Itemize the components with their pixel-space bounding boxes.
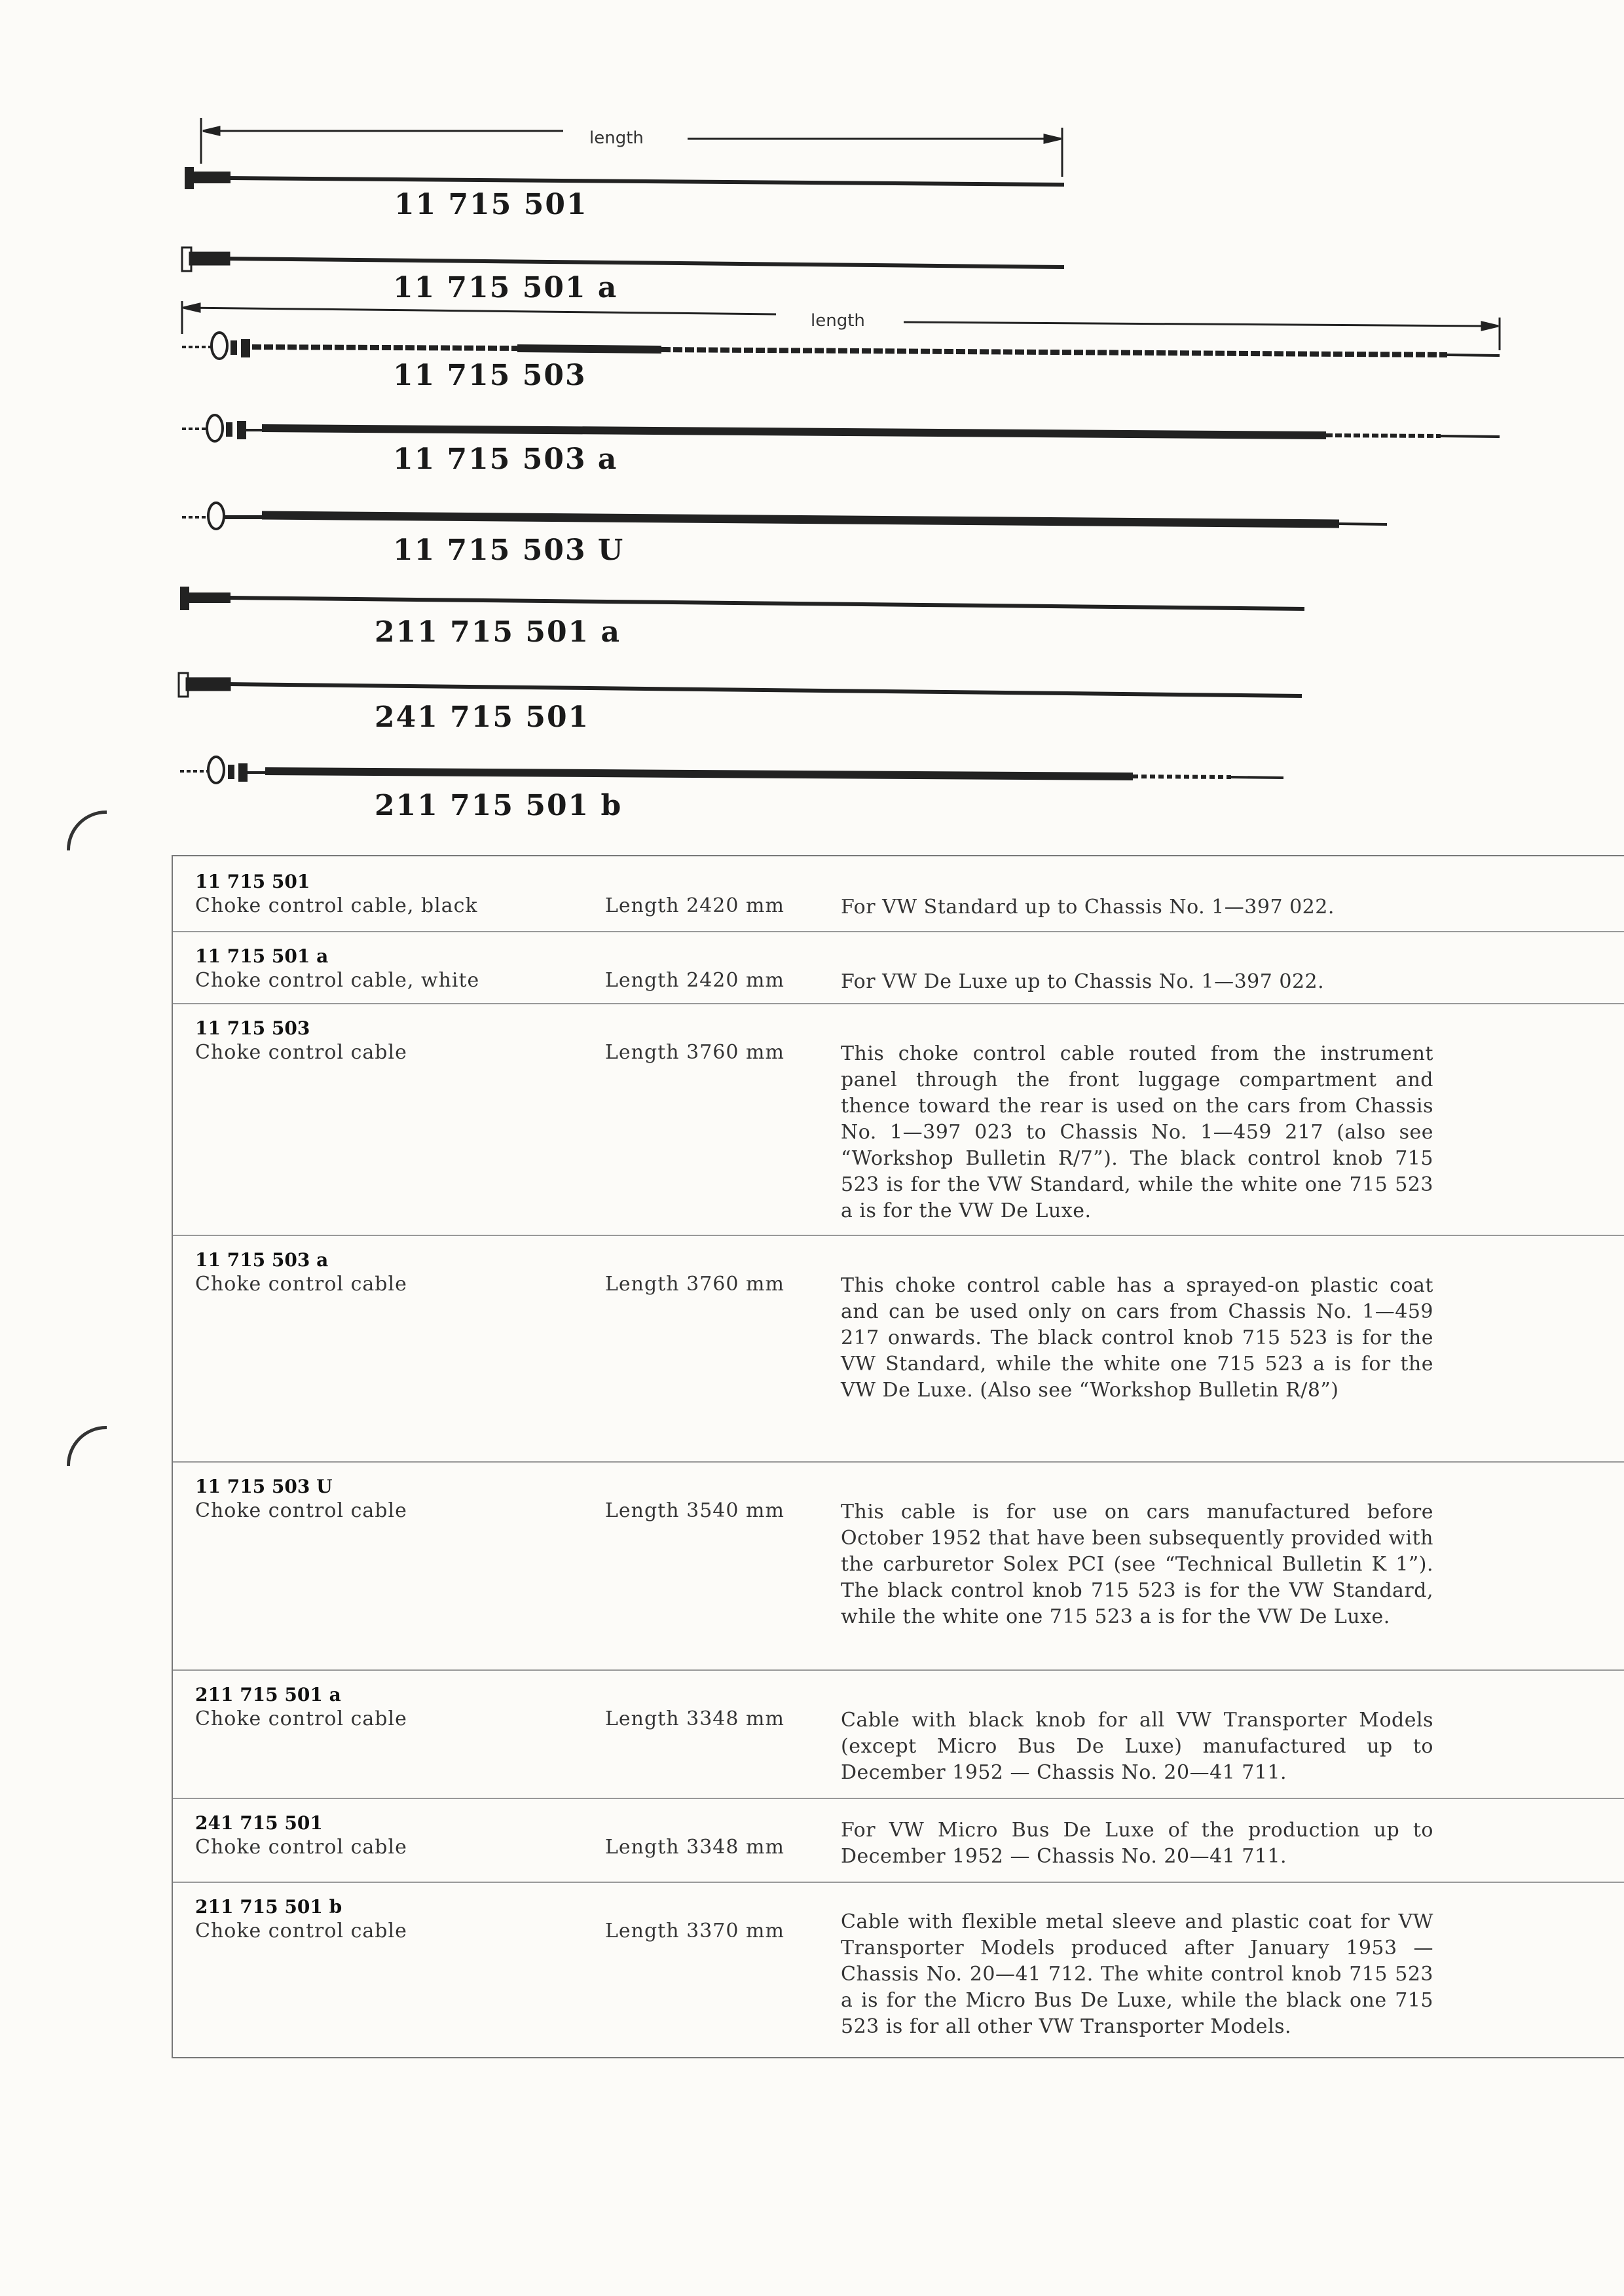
- parts-table: [172, 855, 1624, 2058]
- part-number: 211 715 501 a: [195, 1684, 341, 1705]
- part-description: Choke control cable: [195, 1707, 407, 1730]
- punch-hole-mark: [67, 1426, 107, 1466]
- table-row: [173, 856, 1624, 932]
- part-length: Length 3370 mm: [605, 1920, 784, 1942]
- table-row: [173, 1235, 1624, 1463]
- part-length: Length 2420 mm: [605, 894, 784, 917]
- table-row: [173, 1461, 1624, 1671]
- part-note: For VW Micro Bus De Luxe of the production up to December 1952 — Chassis No. 20—41 711.: [841, 1819, 1433, 1868]
- part-length: Length 3760 mm: [605, 1273, 784, 1296]
- cable-label: 211 715 501 a: [375, 615, 621, 649]
- part-number: 241 715 501: [195, 1812, 323, 1834]
- part-note: This choke control cable has a sprayed-on plastic coat and can be used only on cars from Chassis No. 1—459 217 onwards. The black control knob 715 523 is for the VW Standard, while the white one 715 523 a is for the VW De Luxe. (Also see “Workshop Bulletin R/8”): [841, 1274, 1433, 1402]
- part-note: For VW De Luxe up to Chassis No. 1—397 022.: [841, 970, 1325, 993]
- cable-drawing-11-715-501-a: [182, 247, 1064, 271]
- cable-label: 211 715 501 b: [375, 789, 623, 822]
- table-row: [173, 1669, 1624, 1799]
- length-label-2: length: [811, 311, 865, 331]
- part-length: Length 3540 mm: [605, 1499, 784, 1522]
- part-number: 11 715 503 a: [195, 1249, 329, 1271]
- table-row: [173, 1003, 1624, 1236]
- cable-label: 11 715 503: [393, 359, 587, 392]
- table-row: [173, 1798, 1624, 1883]
- length-label-1: length: [589, 128, 644, 148]
- part-length: Length 3348 mm: [605, 1836, 784, 1859]
- part-number: 11 715 501 a: [195, 945, 329, 967]
- part-description: Choke control cable, white: [195, 969, 480, 992]
- table-row: [173, 1882, 1624, 2056]
- part-number: 11 715 503: [195, 1017, 310, 1039]
- cable-label: 11 715 501: [394, 188, 588, 221]
- part-note: For VW Standard up to Chassis No. 1—397 022.: [841, 896, 1335, 919]
- cable-label: 241 715 501: [375, 701, 590, 734]
- part-description: Choke control cable: [195, 1499, 407, 1522]
- cable-drawing-241-715-501: [179, 673, 1302, 697]
- cable-drawing-11-715-501: [185, 167, 1064, 189]
- cable-label: 11 715 501 a: [393, 271, 618, 304]
- table-row: [173, 931, 1624, 1004]
- part-length: Length 2420 mm: [605, 969, 784, 992]
- cable-drawing-211-715-501-b: [180, 757, 1283, 783]
- cable-figure: [0, 0, 1624, 851]
- part-description: Choke control cable: [195, 1836, 407, 1859]
- part-number: 211 715 501 b: [195, 1896, 342, 1918]
- part-note: Cable with black knob for all VW Transporter Models (except Micro Bus De Luxe) manufactured up to December 1952 — Chassis No. 20—41 711.: [841, 1709, 1433, 1784]
- cable-drawing-11-715-503-u: [182, 503, 1387, 529]
- part-note: Cable with flexible metal sleeve and plastic coat for VW Transporter Models produced after January 1953 — Chassis No. 20—41 712. The white control knob 715 523 a is for the Micro Bus De Luxe, while the black one 715 523 is for all other VW Transporter Models.: [841, 1910, 1433, 2038]
- part-length: Length 3348 mm: [605, 1707, 784, 1730]
- cable-label: 11 715 503 U: [393, 534, 625, 567]
- part-length: Length 3760 mm: [605, 1041, 784, 1064]
- part-description: Choke control cable: [195, 1920, 407, 1942]
- part-description: Choke control cable, black: [195, 894, 478, 917]
- cable-label: 11 715 503 a: [393, 443, 618, 476]
- part-number: 11 715 501: [195, 871, 310, 892]
- part-note: This cable is for use on cars manufactured before October 1952 that have been subsequently provided with the carburetor Solex PCI (see “Technical Bulletin K 1”). The black control knob 715 523 is for the VW Standard, while the white one 715 523 a is for the VW De Luxe.: [841, 1501, 1433, 1628]
- part-description: Choke control cable: [195, 1273, 407, 1296]
- cable-drawing-211-715-501-a: [180, 587, 1304, 610]
- part-description: Choke control cable: [195, 1041, 407, 1064]
- cable-drawing-11-715-503-a: [182, 415, 1500, 441]
- cable-drawing-11-715-503: [182, 333, 1500, 359]
- part-number: 11 715 503 U: [195, 1476, 333, 1497]
- part-note: This choke control cable routed from the instrument panel through the front luggage compartment and thence toward the rear is used on the cars from Chassis No. 1—397 023 to Chassis No. 1—459 217 (also see “Workshop Bulletin R/7”). The black control knob 715 523 is for the VW Standard, while the white one 715 523 a is for the VW De Luxe.: [841, 1042, 1433, 1222]
